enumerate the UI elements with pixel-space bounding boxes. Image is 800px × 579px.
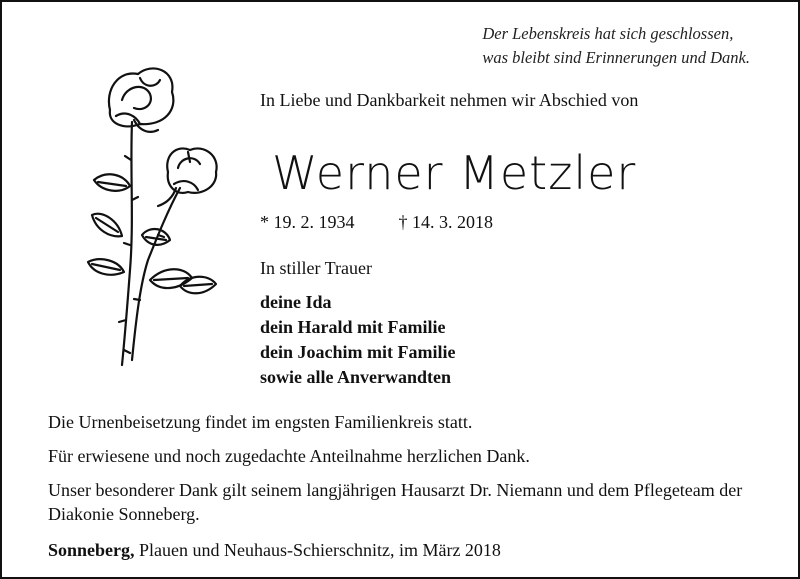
deceased-name: Werner Metzler	[272, 146, 637, 200]
life-dates	[260, 212, 493, 233]
mourner-line: sowie alle Anverwandten	[260, 367, 451, 387]
mourner-line: dein Harald mit Familie	[260, 317, 446, 337]
birth-date: * 19. 2. 1934	[260, 212, 355, 232]
place-date-line	[48, 540, 501, 561]
place-rest: Plauen und Neuhaus-Schierschnitz, im März 2018	[134, 540, 501, 560]
mourner-line: deine Ida	[260, 292, 332, 312]
thanks-note: Für erwiesene und noch zugedachte Anteilnahme herzlichen Dank.	[48, 446, 530, 466]
motto	[482, 22, 750, 70]
special-thanks-note: Unser besonderer Dank gilt seinem langjährigen Hausarzt Dr. Niemann und dem Pflegeteam der Diakonie Sonneberg.	[48, 480, 743, 524]
place-bold: Sonneberg,	[48, 540, 135, 560]
death-date: † 14. 3. 2018	[398, 212, 493, 232]
rose-illustration-icon	[80, 60, 230, 380]
motto-line-1: Der Lebenskreis hat sich geschlossen,	[482, 24, 734, 43]
body-text	[48, 410, 768, 536]
mourners-list	[260, 290, 455, 390]
intro-text: In Liebe und Dankbarkeit nehmen wir Abschied von	[260, 90, 639, 110]
motto-line-2: was bleibt sind Erinnerungen und Dank.	[482, 48, 750, 67]
burial-note: Die Urnenbeisetzung findet im engsten Familienkreis statt.	[48, 412, 473, 432]
mourner-line: dein Joachim mit Familie	[260, 342, 456, 362]
grief-line: In stiller Trauer	[260, 258, 372, 278]
